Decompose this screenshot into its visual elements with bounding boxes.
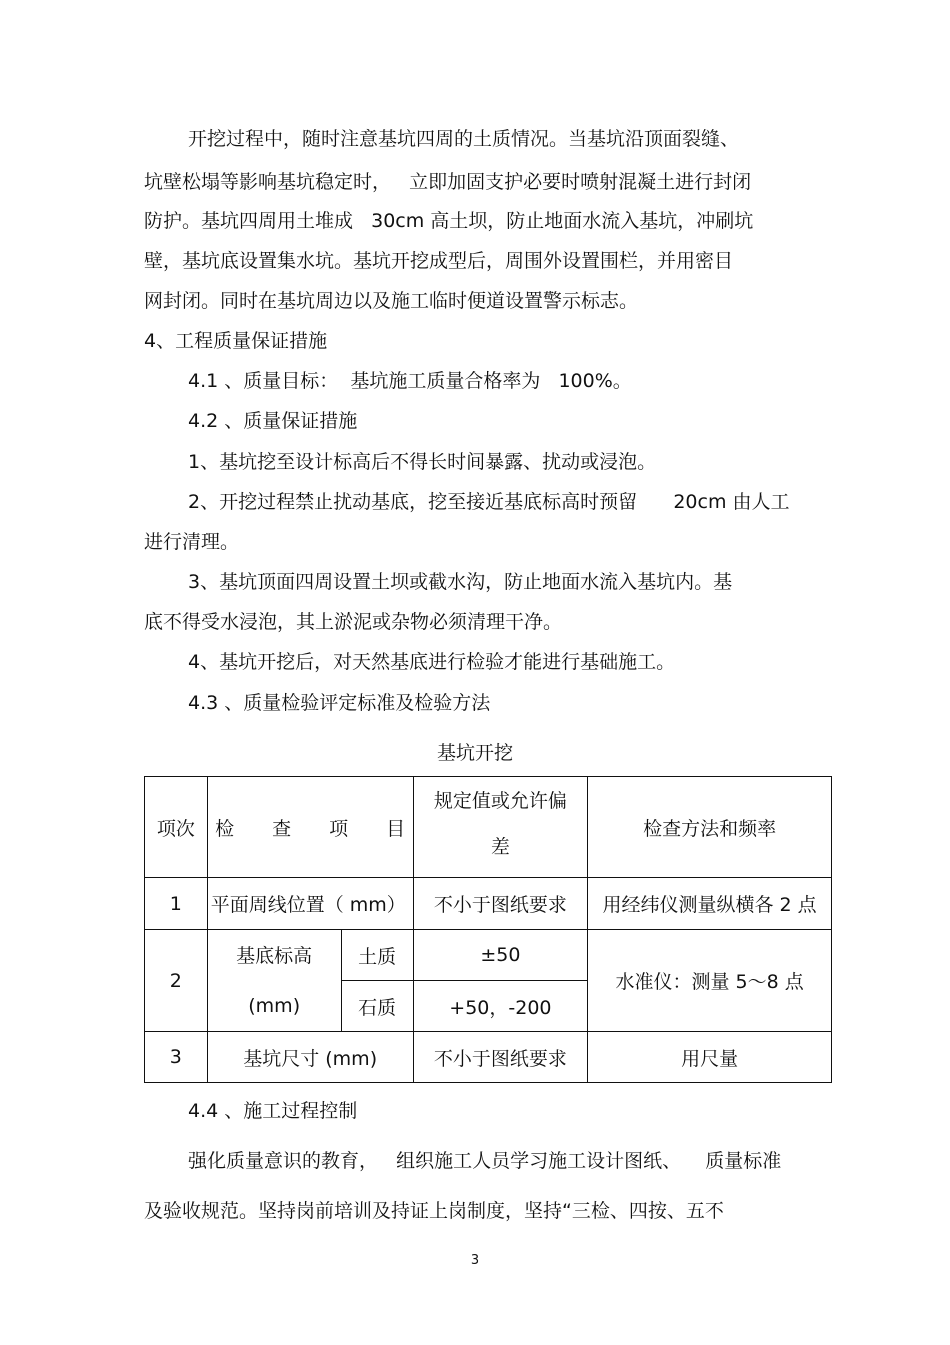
paragraph-line: 及验收规范。坚持岗前培训及持证上岗制度，坚持“三检、四按、五不 [144,1200,724,1222]
subsection-heading: 4.1 、质量目标： 基坑施工质量合格率为 100%。 [188,370,632,392]
header-cell [413,777,588,878]
subsection-heading: 4.4 、施工过程控制 [188,1100,358,1122]
table-cell: +50，-200 [413,981,588,1032]
paragraph-line: 底不得受水浸泡，其上淤泥或杂物必须清理干净。 [144,611,563,633]
inspection-table [144,776,832,1083]
table-cell: 1 [145,878,208,930]
paragraph-line: 开挖过程中，随时注意基坑四周的土质情况。当基坑沿顶面裂缝、 [188,128,740,150]
paragraph-line: 网封闭。同时在基坑周边以及施工临时便道设置警示标志。 [144,290,639,312]
table-cell: 用尺量 [588,1032,832,1083]
paragraph-line: 壁，基坑底设置集水坑。基坑开挖成型后，周围外设置围栏，并用密目 [144,250,734,272]
page-number: 3 [470,1253,480,1268]
section-heading: 4、工程质量保证措施 [144,330,328,352]
table-header-row [145,777,832,878]
header-cell: 检查方法和频率 [588,777,832,878]
table-cell-line: 基底标高 [236,944,313,967]
table-title: 基坑开挖 [436,742,513,764]
list-item: 4、基坑开挖后，对天然基底进行检验才能进行基础施工。 [188,651,676,673]
table-cell [207,930,341,1032]
table-cell: 石质 [341,981,413,1032]
table-cell: ±50 [413,930,588,981]
subsection-heading: 4.3 、质量检验评定标准及检验方法 [188,692,491,714]
table-cell: 平面周线位置（ mm） [207,878,413,930]
paragraph-line: 防护。基坑四周用土堆成 30cm 高土坝，防止地面水流入基坑，冲刷坑 [144,210,754,232]
list-item: 1、基坑挖至设计标高后不得长时间暴露、扰动或浸泡。 [188,451,657,473]
subsection-heading: 4.2 、质量保证措施 [188,410,358,432]
header-cell: 检 查 项 目 [207,777,413,878]
table-cell: 基坑尺寸 (mm) [207,1032,413,1083]
table-row [145,878,832,930]
table-cell: 不小于图纸要求 [413,878,588,930]
header-cell: 项次 [145,777,208,878]
table-cell: 不小于图纸要求 [413,1032,588,1083]
table-cell: 用经纬仪测量纵横各 2 点 [588,878,832,930]
table-row [145,930,832,981]
paragraph-line: 坑壁松塌等影响基坑稳定时， 立即加固支护必要时喷射混凝土进行封闭 [144,171,752,193]
table-cell: 水准仪：测量 5～8 点 [588,930,832,1032]
table-cell-line: (mm) [248,994,301,1017]
paragraph-line: 强化质量意识的教育， 组织施工人员学习施工设计图纸、 质量标准 [188,1150,782,1172]
header-cell-line: 规定值或允许偏 [433,790,567,812]
list-item: 2、开挖过程禁止扰动基底，挖至接近基底标高时预留 20cm 由人工 [188,491,790,513]
table-row [145,1032,832,1083]
header-cell-line: 差 [490,836,510,858]
table-cell: 2 [145,930,208,1032]
table-cell: 3 [145,1032,208,1083]
paragraph-line: 进行清理。 [144,531,240,553]
list-item: 3、基坑顶面四周设置土坝或截水沟，防止地面水流入基坑内。基 [188,571,733,593]
table-cell: 土质 [341,930,413,981]
